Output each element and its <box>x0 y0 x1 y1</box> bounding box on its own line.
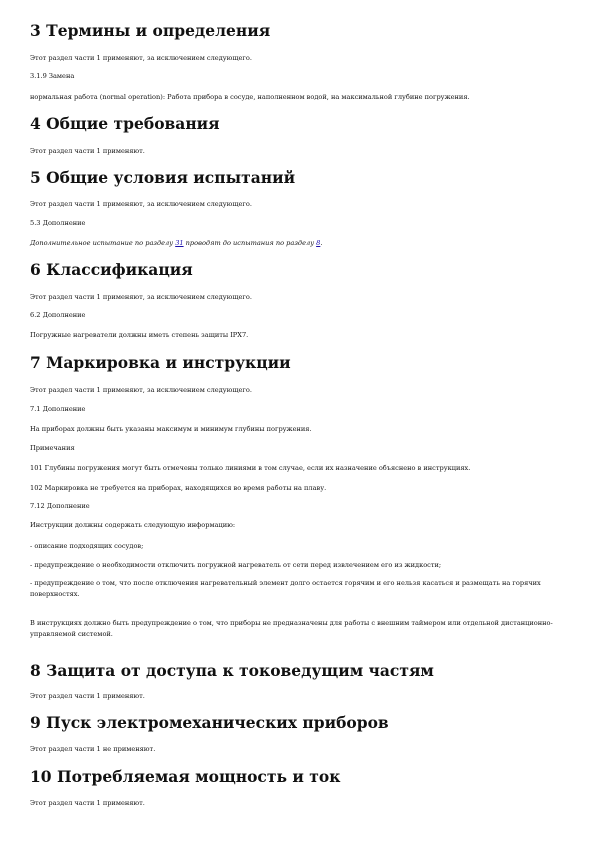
heading-section-4: 4 Общие требования <box>30 114 220 133</box>
heading-section-6: 6 Классификация <box>30 260 193 279</box>
text: проводят до испытания по разделу <box>183 239 317 247</box>
text: . <box>320 239 323 247</box>
text: Дополнительное испытание по разделу <box>30 239 176 247</box>
paragraph: Этот раздел части 1 применяют, за исключением следующего. <box>30 200 252 208</box>
heading-section-5: 5 Общие условия испытаний <box>30 168 296 187</box>
clause-number: 5.3 Дополнение <box>30 219 86 227</box>
paragraph: На приборах должны быть указаны максимум и минимум глубины погружения. <box>30 425 312 433</box>
clause-number: 7.12 Дополнение <box>30 502 90 510</box>
paragraph: Этот раздел части 1 применяют, за исключением следующего. <box>30 386 252 394</box>
paragraph: нормальная работа (normal operation): Работа прибора в сосуде, наполненном водой, на максимальной глубине погружения. <box>30 93 470 101</box>
paragraph-additional-test <box>30 238 570 249</box>
clause-number: 6.2 Дополнение <box>30 311 86 319</box>
list-item: - предупреждение о том, что после отключения нагревательный элемент долго остается горячим и его нельзя касаться и размещать на горячих поверхностях. <box>30 579 541 598</box>
link-section-8[interactable]: 8 <box>316 239 321 247</box>
heading-section-7: 7 Маркировка и инструкции <box>30 353 291 372</box>
heading-section-8: 8 Защита от доступа к токоведущим частям <box>30 661 434 680</box>
heading-section-10: 10 Потребляемая мощность и ток <box>30 767 341 786</box>
list-item: - описание подходящих сосудов; <box>30 542 144 550</box>
clause-number: 3.1.9 Замена <box>30 72 75 80</box>
link-section-31[interactable]: 31 <box>175 239 184 247</box>
note-101: 101 Глубины погружения могут быть отмечены только линиями в том случае, если их назначение объяснено в инструкциях. <box>30 464 471 472</box>
clause-number: 7.1 Дополнение <box>30 405 86 413</box>
paragraph: Этот раздел части 1 применяют. <box>30 147 145 155</box>
heading-section-9: 9 Пуск электромеханических приборов <box>30 713 389 732</box>
list-item: - предупреждение о необходимости отключить погружной нагреватель от сети перед извлечением его из жидкости; <box>30 561 442 569</box>
note-102: 102 Маркировка не требуется на приборах, находящихся во время работы на плаву. <box>30 484 327 492</box>
paragraph: Инструкции должны содержать следующую информацию: <box>30 521 236 529</box>
paragraph: Этот раздел части 1 не применяют. <box>30 745 156 753</box>
heading-section-3: 3 Термины и определения <box>30 21 271 40</box>
paragraph: Этот раздел части 1 применяют, за исключением следующего. <box>30 54 252 62</box>
paragraph: Этот раздел части 1 применяют. <box>30 799 145 807</box>
paragraph-warning: В инструкциях должно быть предупреждение о том, что приборы не предназначены для работы с внешним таймером или отдельной дистанционно-управляемой системой. <box>30 619 553 638</box>
paragraph: Погружные нагреватели должны иметь степень защиты IPX7. <box>30 331 249 339</box>
paragraph: Этот раздел части 1 применяют. <box>30 692 145 700</box>
notes-label: Примечания <box>30 444 75 452</box>
paragraph: Этот раздел части 1 применяют, за исключением следующего. <box>30 293 252 301</box>
